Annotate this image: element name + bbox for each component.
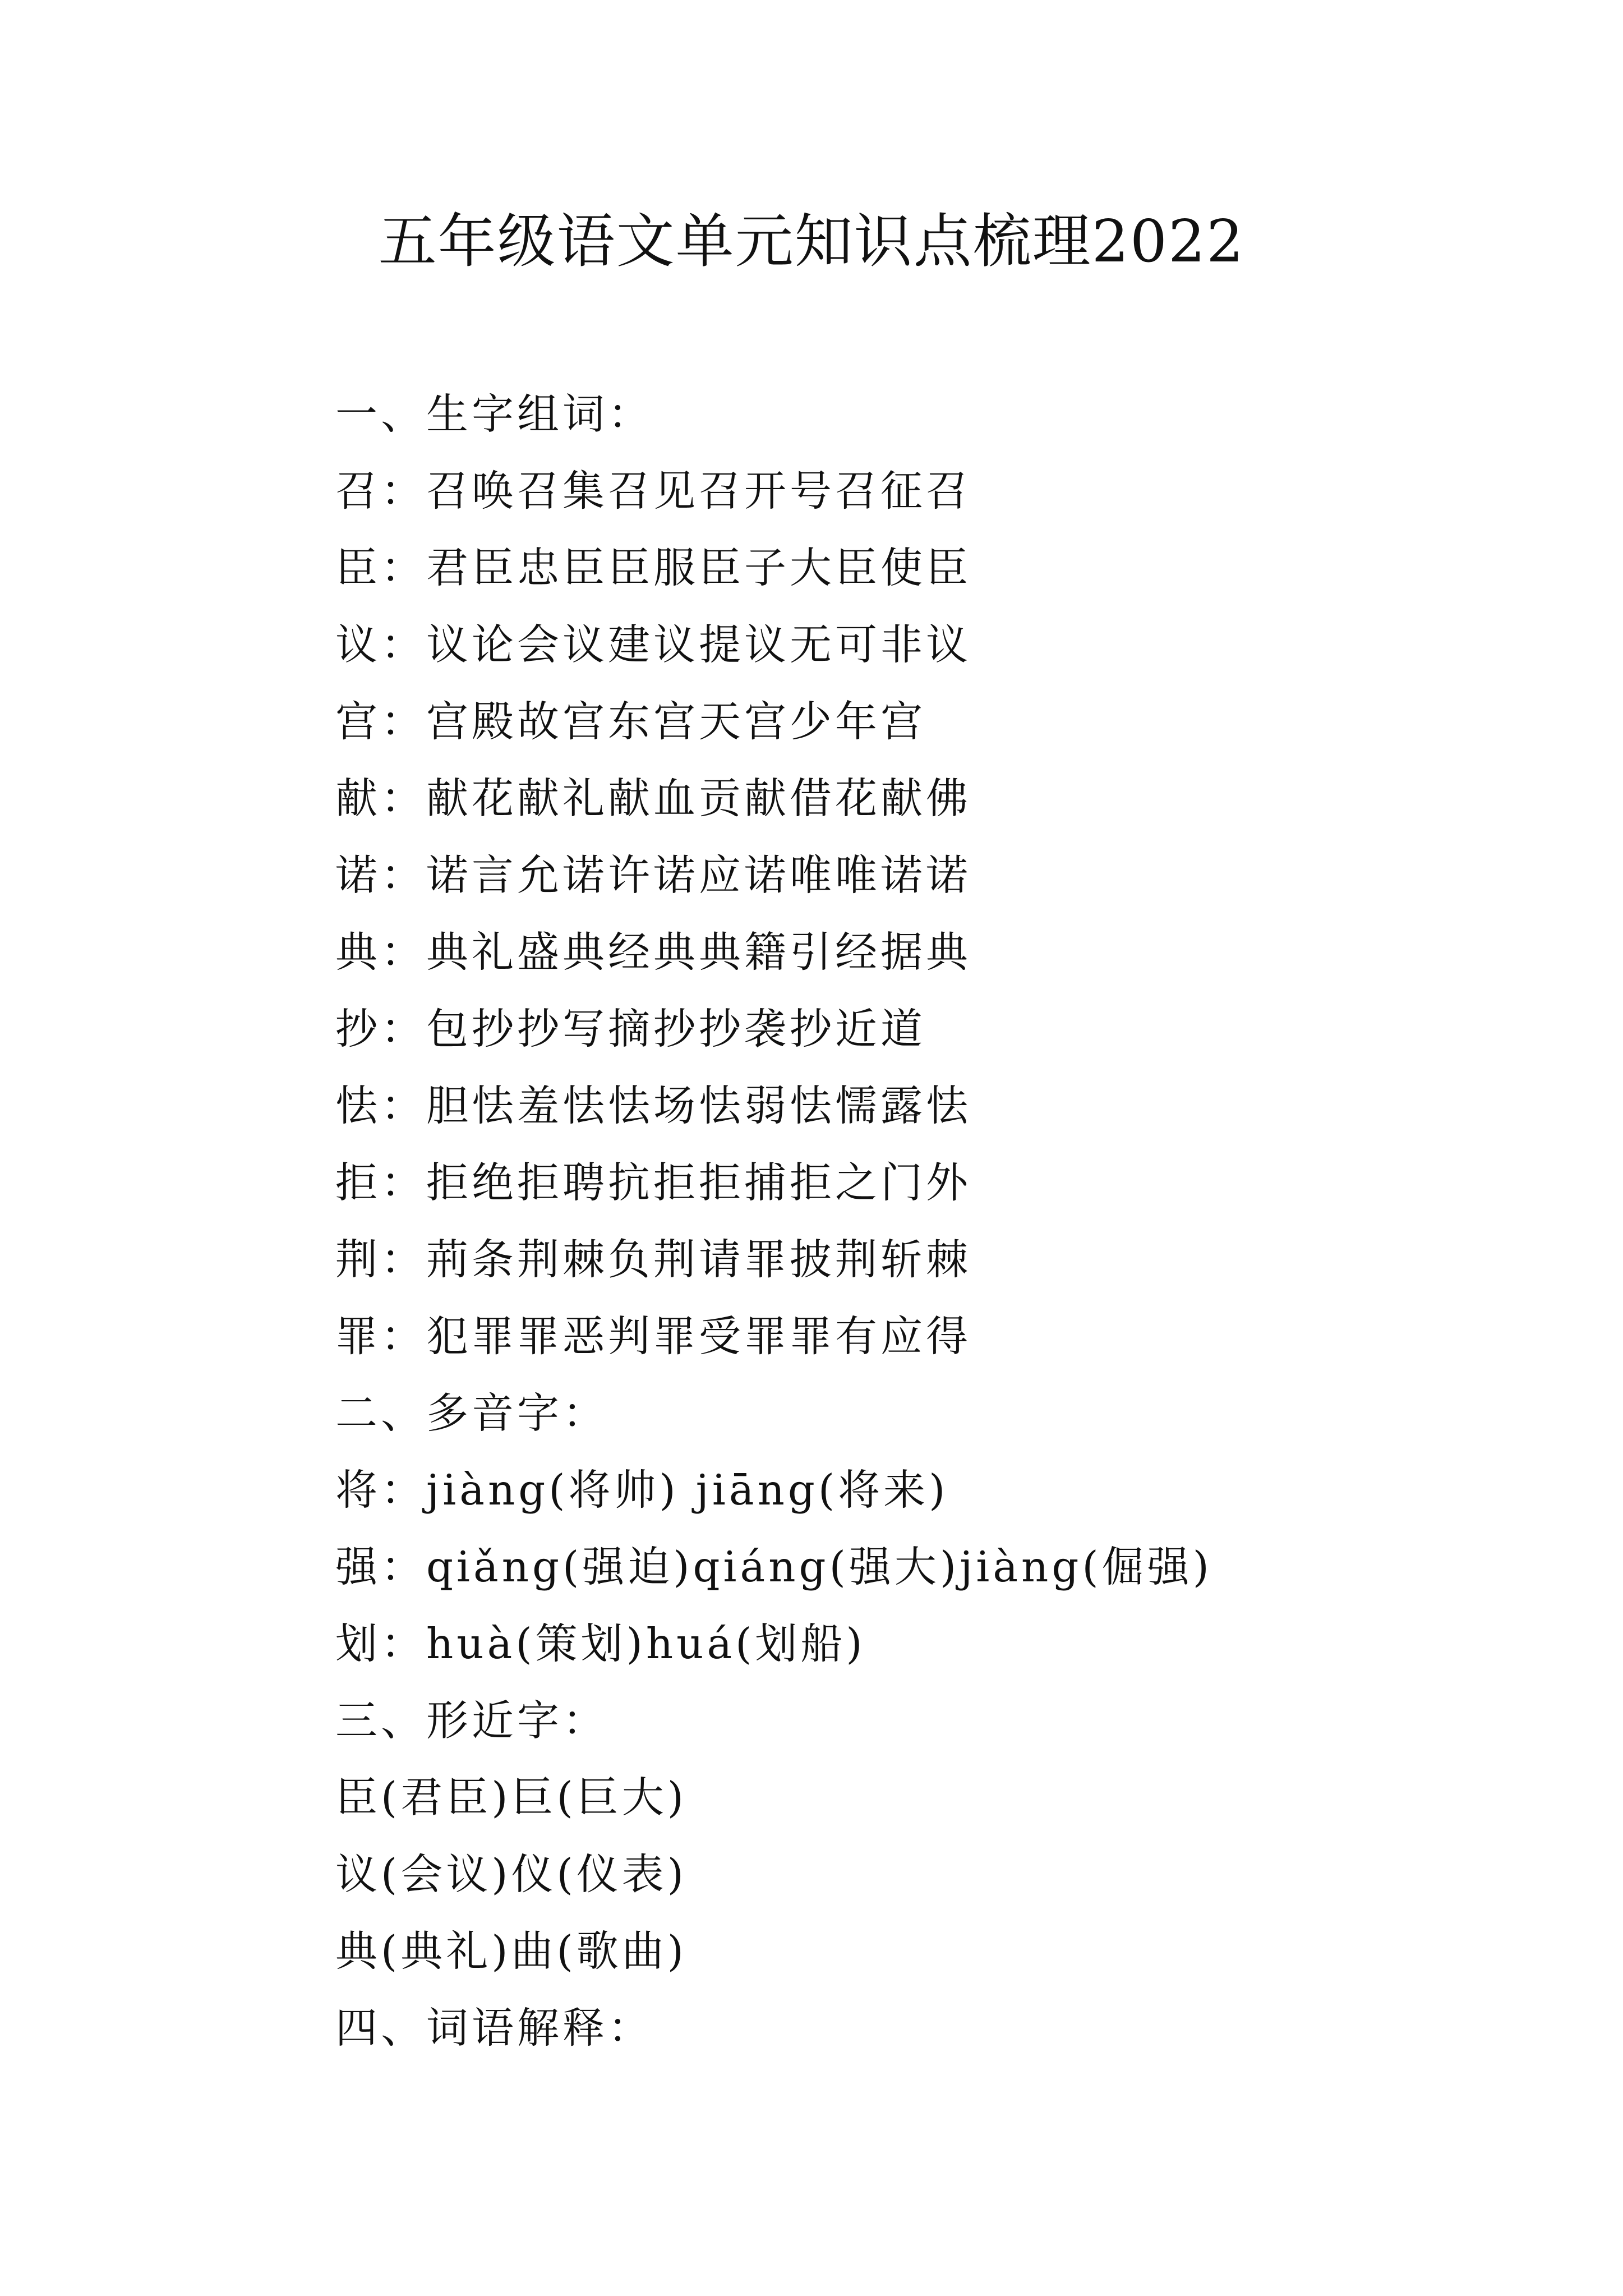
- similar-character-line: 典(典礼)曲(歌曲): [335, 1926, 688, 1976]
- word-group-line: 怯：胆怯羞怯怯场怯弱怯懦露怯: [335, 1081, 972, 1130]
- section-heading-similar-characters: 三、形近字：: [335, 1696, 608, 1745]
- polyphonic-line: 划：huà(策划)huá(划船): [335, 1619, 866, 1668]
- word-group-line: 拒：拒绝拒聘抗拒拒捕拒之门外: [335, 1158, 972, 1207]
- word-group-line: 宫：宫殿故宫东宫天宫少年宫: [335, 697, 926, 746]
- word-group-line: 诺：诺言允诺许诺应诺唯唯诺诺: [335, 850, 972, 900]
- document-body: [335, 376, 1569, 2067]
- word-group-line: 荆：荊条荆棘负荆请罪披荆斩棘: [335, 1235, 972, 1284]
- document-title: 五年级语文单元知识点梳理2022: [378, 207, 1245, 275]
- word-group-line: 议：议论会议建议提议无可非议: [335, 620, 972, 669]
- polyphonic-line: 将：jiàng(将帅) jiāng(将来): [335, 1465, 949, 1515]
- section-heading-polyphonic: 二、多音字：: [335, 1388, 608, 1438]
- section-heading-new-characters: 一、生字组词：: [335, 389, 654, 439]
- word-group-line: 典：典礼盛典经典典籍引经据典: [335, 927, 972, 977]
- section-heading-word-explanations: 四、词语解释：: [335, 2003, 654, 2053]
- word-group-line: 召：召唤召集召见召开号召征召: [335, 466, 972, 516]
- similar-character-line: 议(会议)仪(仪表): [335, 1849, 688, 1899]
- word-group-line: 抄：包抄抄写摘抄抄袭抄近道: [335, 1004, 926, 1053]
- polyphonic-line: 强：qiǎng(强迫)qiáng(强大)jiàng(倔强): [335, 1542, 1212, 1591]
- word-group-line: 献：献花献礼献血贡献借花献佛: [335, 774, 972, 823]
- word-group-line: 罪：犯罪罪恶判罪受罪罪有应得: [335, 1312, 972, 1361]
- word-group-line: 臣：君臣忠臣臣服臣子大臣使臣: [335, 543, 972, 592]
- similar-character-line: 臣(君臣)巨(巨大): [335, 1773, 688, 1822]
